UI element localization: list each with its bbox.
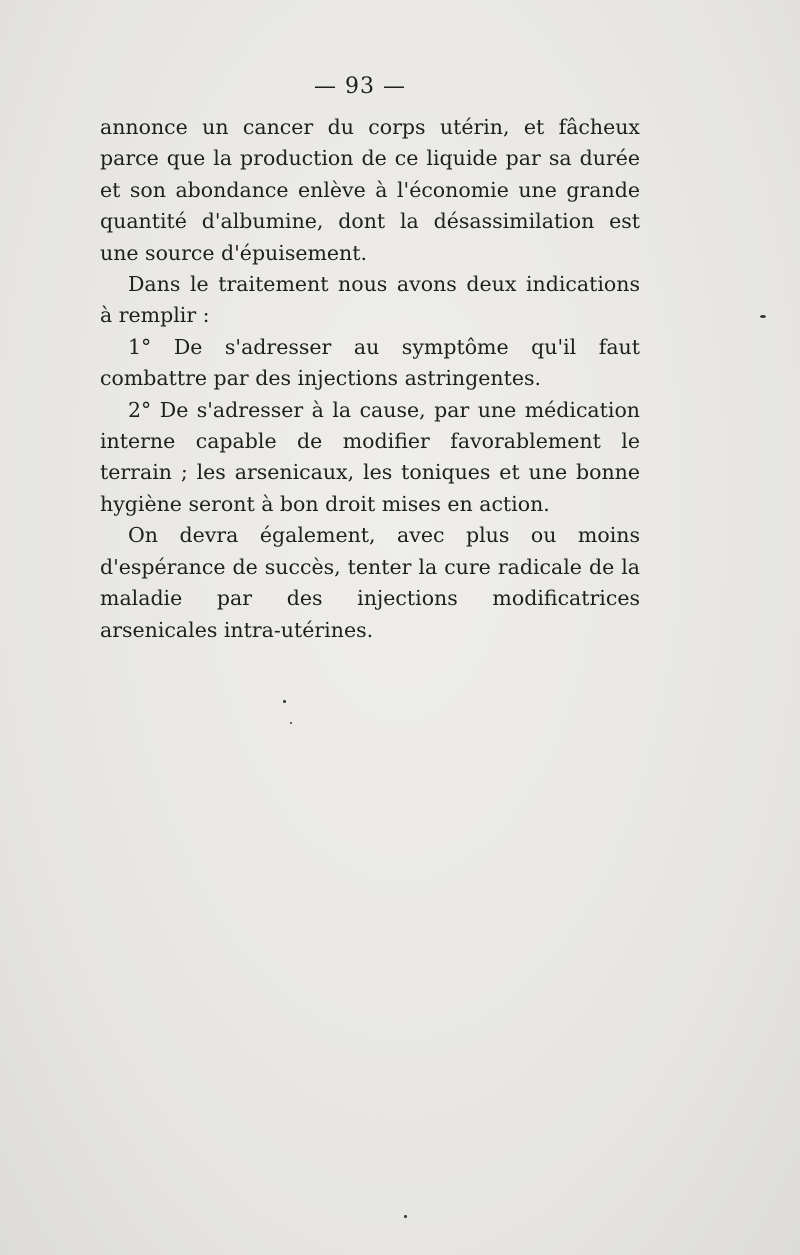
paragraph-1: annonce un cancer du corps utérin, et fâcheux parce que la production de ce liquide par sa durée et son abondance enlève à l'économie une grande quantité d'albumine, dont la désassimilation est une source d'épuisement.: [100, 115, 640, 265]
ink-speck: [760, 315, 766, 318]
page-number: — 93 —: [314, 74, 406, 99]
paragraph-2: Dans le traitement nous avons deux indications à remplir :: [100, 272, 640, 328]
paragraph-5: On devra également, avec plus ou moins d'espérance de succès, tenter la cure radicale de la maladie par des injections modificatrices arsenicales intra-utérines.: [100, 523, 640, 642]
ink-speck: [290, 722, 292, 724]
ink-speck: [283, 700, 286, 703]
paragraph-4: 2° De s'adresser à la cause, par une médication interne capable de modifier favorablement le terrain ; les arsenicaux, les toniques et une bonne hygiène seront à bon droit mises en action.: [100, 397, 640, 516]
paragraph-3: 1° De s'adresser au symptôme qu'il faut combattre par des injections astringentes.: [100, 334, 640, 391]
ink-speck: [404, 1215, 407, 1218]
body-text: [100, 112, 640, 646]
